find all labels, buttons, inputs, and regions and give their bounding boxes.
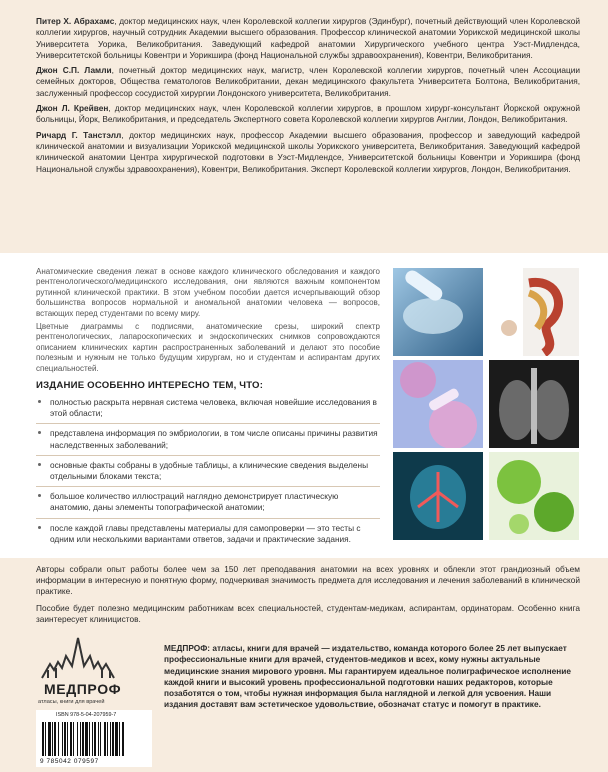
barcode-bar [58,722,59,756]
logo-tagline: атласы, книги для врачей [38,699,105,705]
divider [36,423,380,424]
feature-item: после каждой главы представлены материалы для самопроверки — это тесты с одним или несколькими вариантами ответов, задачи и практические задания. [36,523,380,545]
barcode-bar [77,722,78,756]
barcode-bar [42,722,44,756]
barcode-bar [107,722,108,756]
authors-section [0,0,608,253]
barcode-bar [73,722,74,756]
barcode-bar [119,722,120,756]
barcode-bar [67,722,68,756]
barcode-bar [48,722,51,756]
divider [36,486,380,487]
publisher-text: : атласы, книги для врачей — издательство, команда которого более 25 лет выпускает профессиональные книги для врачей, студентов-медиков и всех, кому нужны актуальные медицинские знания мирового уровня. Мы гарантируем идеальное полиграфическое исполнение каждой книги и высокий уровень профессиональной подготовки наших редакторов, которые позаботятся о том, чтобы нужная информация была наглядной и легкой для усвоения. Наши издания доставят вам эстетическое удовольствие, обозначат статус и помогут в практике. [164,643,572,710]
barcode-bar [70,722,72,756]
summary-paragraph: Пособие будет полезно медицинским работникам всех специальностей, студентам-медикам, аспирантам, ординаторам. Особенно книга заинтересует клиницистов. [36,602,580,624]
photo-ultrasound [393,268,483,356]
photo-green-cells [489,452,579,540]
intro-paragraph: Цветные диаграммы с подписями, анатомические срезы, широкий спектр рентгенологических, лапароскопических и эндоскопических снимков сопровождаются описанием клинических картин распространенных заболеваний и делают это пособие полезным и нужным не только будущим хирургам, но и студентам и аспирантам других специальностей. [36,322,380,373]
author-desc: , доктор медицинских наук, член Королевской коллегии хирургов (Эдинбург), почетный действующий член Королевской коллегии хирургов, научный сотрудник Академии высшего образования. Профессор клинической анатомии Уорикской медицинской школы Университета Уорика, Великобритания. Заведующий кафедрой анатомии Хирургического учебного центра Уэст-Мидлендса, Университетской больницы Ковентри и Уорикшира (фонд Национальной службы здравоохранения), Ковентри, Великобритания. [36,16,580,60]
barcode-bar [104,722,106,756]
barcode-digits: 9 785042 079597 [40,758,99,765]
author-desc: , доктор медицинских наук, член Королевской коллегии хирургов, в прошлом хирург-консультант Йоркской окружной больницы, Йорк, Великобритания, и председатель Экспертного совета Королевской коллегии хирургов Англии, Лондон, Великобритания. [36,103,580,125]
author-bio [36,65,580,99]
barcode-bar [112,722,114,756]
author-name: Питер Х. Абрахамс [36,16,115,26]
author-name: Джон Л. Крейвен [36,103,109,114]
barcode-bar [94,722,96,756]
features-heading: ИЗДАНИЕ ОСОБЕННО ИНТЕРЕСНО ТЕМ, ЧТО: [36,380,264,392]
author-desc: , доктор медицинских наук, профессор Академии высшего образования, профессор и заведующий кафедрой клинической анатомии и визуализации Уорикской медицинской школы Уорикского университета, Великобритания. Заведующий кафедрой клинической анатомии Центра хирургической подготовки в Уэст-Мидлендсе, Университетской больницы Ковентри и Уорикшира (фонд Национальной службы здравоохранения), Ковентри, Великобритания. Эксперт Королевской коллегии хирургов, Лондон, Великобритания. [36,129,581,174]
author-desc: , почетный доктор медицинских наук, магистр, член Королевской коллегии хирургов, почетный член Ассоциации семейных докторов, Общества гематологов Великобритании, декан медицинского факультета Университета Болтона, Великобритания, заслуженный профессор сосудистой хирургии Лондонского университета, Великобритания. [36,65,580,98]
barcode-bar [45,722,46,756]
photo-microscopy [393,360,483,448]
author-name: Ричард Г. Танстэлл [36,129,122,140]
photo-xray [489,360,579,448]
feature-item: основные факты собраны в удобные таблицы, а клинические сведения выделены отдельными блоками текста; [36,460,380,482]
photo-3d-lungs [393,452,483,540]
barcode-bar [64,722,66,756]
barcode-bar [85,722,88,756]
barcode-bar [122,722,124,756]
feature-item: большое количество иллюстраций наглядно демонстрирует пластическую анатомию, даны элементы топографической анатомии; [36,491,380,513]
barcode-bar [82,722,84,756]
barcode-bar [62,722,63,756]
publisher-description [164,643,584,711]
photo-anatomy-model [489,268,579,356]
barcode-bar [54,722,56,756]
barcode-bar [92,722,93,756]
barcode-bar [52,722,53,756]
author-bio [36,130,580,175]
author-bio [36,16,580,61]
barcode-bar [89,722,90,756]
isbn-label: ISBN 978-5-04-207959-7 [56,712,117,718]
logo-wordmark: МЕДПРОФ [44,681,122,697]
summary-paragraph: Авторы собрали опыт работы более чем за 150 лет преподавания анатомии на всех уровнях и облекли этот грандиозный объем информации в интересную и понятную форму, подчеркивая значимость предмета для исследования и лечения заболеваний в клинической практике. [36,564,580,597]
divider [36,455,380,456]
barcode-bar [110,722,111,756]
author-bio [36,103,580,126]
description-column [36,267,380,548]
divider [36,518,380,519]
barcode-bar [80,722,81,756]
barcode-icon [42,722,146,756]
feature-item: представлена информация по эмбриологии, в том числе описаны причины развития наследственных заболеваний; [36,428,380,450]
intro-paragraph: Анатомические сведения лежат в основе каждого клинического обследования и каждого рентгенологического/медицинского исследования, они являются важным компонентом рутинной клинической практики. В этом учебном пособии дается исчерпывающий обзор большинства вопросов нормальной и аномальной анатомии человека — вопросов, встающих перед студентами по всему миру. [36,267,380,318]
author-name: Джон С.П. Ламли [36,65,112,76]
feature-item: полностью раскрыта нервная система человека, включая новейшие исследования в этой области; [36,397,380,419]
barcode-bar [115,722,118,756]
publisher-name: МЕДПРОФ [164,643,208,653]
barcode-bar [98,722,99,756]
barcode-bar [100,722,101,756]
